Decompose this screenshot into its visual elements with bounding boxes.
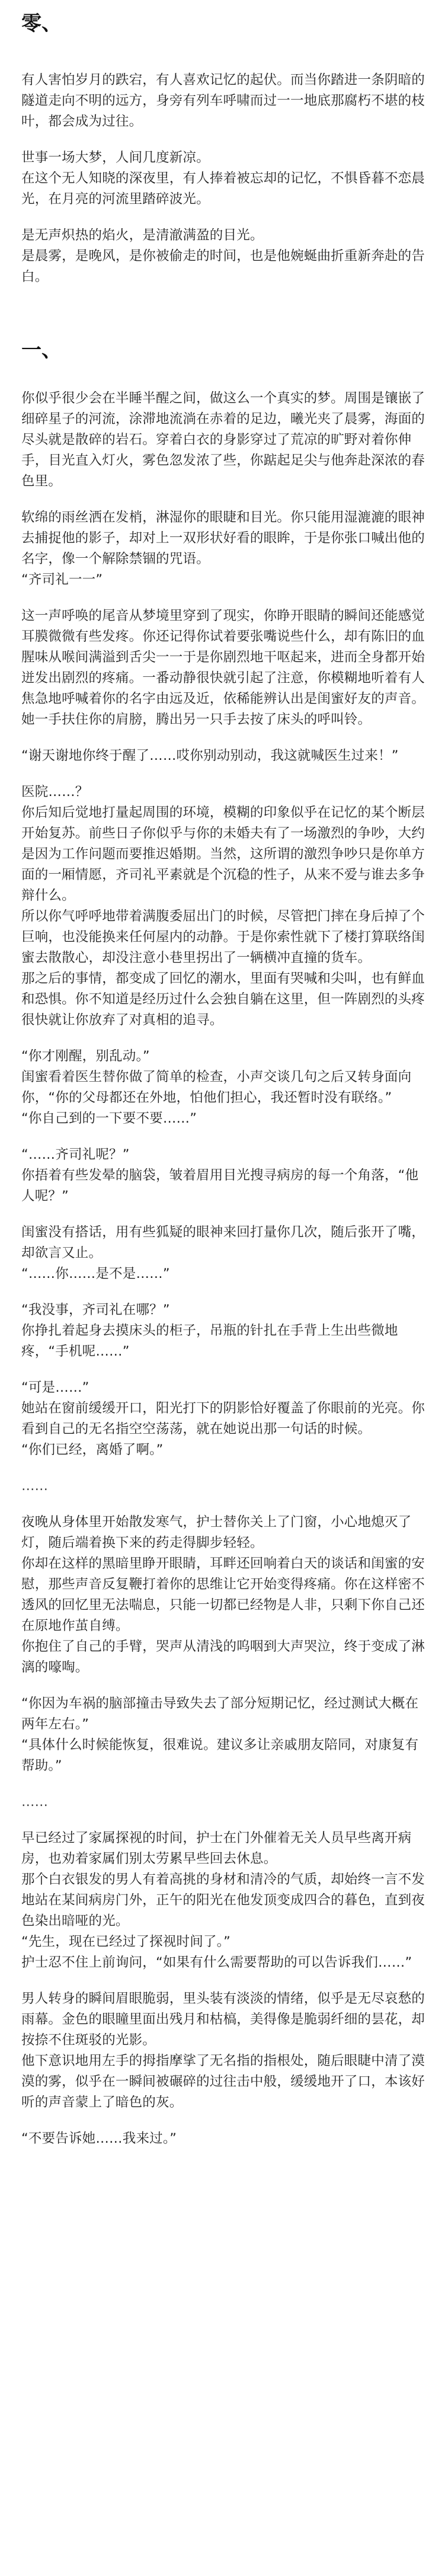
chapter-one-paragraph: “你因为车祸的脑部撞击导致失去了部分短期记忆，经过测试大概在两年左右。” “具体什么时候能恢复，很难说。建议多让亲戚朋友陪同，对康复有帮助。”: [21, 1695, 419, 1773]
chapter-one-paragraph: 软绵的雨丝洒在发梢，淋湿你的眼睫和目光。你只能用湿漉漉的眼神去捕捉他的影子，却对上一双形状好看的眼眸，于是你张口喊出他的名字，像一个解除禁锢的咒语。 “齐司礼一一”: [21, 509, 425, 587]
chapter-zero-paragraph: 有人害怕岁月的跌宕，有人喜欢记忆的起伏。而当你踏进一条阴暗的隧道走向不明的远方，身旁有列车呼啸而过一一地底那腐朽不堪的枝叶，都会成为过往。: [21, 72, 425, 129]
scene-break-ellipsis: ……: [21, 1478, 48, 1494]
chapter-one-paragraph: 男人转身的瞬间眉眼脆弱，里头装有淡淡的情绪，似乎是无尽哀愁的雨幕。金色的眼瞳里面出残月和枯槁，美得像是脆弱纤细的昙花，却按捺不住斑驳的光影。 他下意识地用左手的拇指摩挲了无名指的指根处，随后眼睫中清了漠漠的雾，似乎在一瞬间被碾碎的过往击中般，缓缓地开了口，本该好听的声音蒙上了暗色的灰。: [21, 1990, 425, 2110]
article-page: [0, 11, 448, 2576]
chapter-one-paragraph: 闺蜜没有搭话，用有些狐疑的眼神来回打量你几次，随后张开了嘴，却欲言又止。 “……你……是不是……”: [21, 1224, 425, 1281]
chapter-one-paragraph: 你似乎很少会在半睡半醒之间，做这么一个真实的梦。周围是镶嵌了细碎星子的河流，涂滞地流淌在赤着的足边，曦光夹了晨雾，海面的尽头就是散碎的岩石。穿着白衣的身影穿过了荒凉的旷野对着你伸手，目光直入灯火，雾色忽发浓了些，你踮起足尖与他奔赴深浓的春色里。: [21, 390, 425, 489]
chapter-one-paragraph: “可是……” 她站在窗前缓缓开口，阳光打下的阴影恰好覆盖了你眼前的光亮。你看到自己的无名指空空荡荡，就在她说出那一句话的时候。 “你们已经，离婚了啊。”: [21, 1379, 425, 1458]
chapter-one-title: 一、: [21, 338, 62, 362]
chapter-one-paragraph: “我没事，齐司礼在哪？” 你挣扎着起身去摸床头的柜子，吊瓶的针扎在手背上生出些微地疼，“手机呢……”: [21, 1302, 398, 1359]
scene-break-ellipsis: ……: [21, 1794, 48, 1810]
chapter-zero-title: 零、: [21, 12, 62, 36]
chapter-one-paragraph: 夜晚从身体里开始散发寒气，护士替你关上了门窗，小心地熄灭了灯，随后端着换下来的药走得脚步轻轻。 你却在这样的黑暗里睁开眼睛，耳畔还回响着白天的谈话和闺蜜的安慰，那些声音反复鞭打着你的思维让它开始变得疼痛。你在这样密不透风的回忆里无法喘息，只能一切都已经物是人非，只剩下你自己还在原地作茧自缚。 你抱住了自己的手臂，哭声从清浅的呜咽到大声哭泣，终于变成了淋漓的嚎啕。: [21, 1514, 425, 1675]
chapter-one-paragraph: “不要告诉她……我来过。”: [21, 2130, 177, 2146]
chapter-zero-paragraph: 世事一场大梦，人间几度新凉。 在这个无人知晓的深夜里，有人捧着被忘却的记忆，不惧昏暮不恋晨光，在月亮的河流里踏碎波光。: [21, 149, 425, 207]
chapter-one-paragraph: 这一声呼唤的尾音从梦境里穿到了现实，你睁开眼睛的瞬间还能感觉耳膜微微有些发疼。你还记得你试着要张嘴说些什么，却有陈旧的血腥味从喉间满溢到舌尖一一于是你剧烈地干呕起来，进而全身都开始迸发出剧烈的疼痛。一番动静很快就引起了注意，你模糊地听着有人焦急地呼喊着你的名字由远及近，依稀能辨认出是闺蜜好友的声音。她一手扶住你的肩膀，腾出另一只手去按了床头的呼叫铃。: [21, 608, 425, 727]
chapter-one-paragraph: 医院……？ 你后知后觉地打量起周围的环境，模糊的印象似乎在记忆的某个断层开始复苏。前些日子你似乎与你的未婚夫有了一场激烈的争吵，大约是因为工作问题而要推迟婚期。当然，这所谓的激烈争吵只是你单方面的一厢情愿，齐司礼平素就是个沉稳的性子，从来不爱与谁去多争辩什么。 所以你气呼呼地带着满腹委屈出门的时候，尽管把门摔在身后掉了个巨响，也没能换来任何屋内的动静。于是你索性就下了楼打算联络闺蜜去散散心，却没注意小巷里拐出了一辆横冲直撞的货车。 那之后的事情，都变成了回忆的潮水，里面有哭喊和尖叫，也有鲜血和恐惧。你不知道是经历过什么会独自躺在这里，但一阵剧烈的头疼很快就让你放弃了对真相的追寻。: [21, 784, 425, 1028]
chapter-one-paragraph: “你才刚醒，别乱动。” 闺蜜看着医生替你做了简单的检查，小声交谈几句之后又转身面向你，“你的父母都还在外地，怕他们担心，我还暂时没有联络。” “你自己到的一下要不要……”: [21, 1048, 412, 1126]
chapter-one-paragraph: 早已经过了家属探视的时间，护士在门外催着无关人员早些离开病房，也劝着家属们别太劳累早些回去休息。 那个白衣银发的男人有着高挑的身材和清冷的气质，却始终一言不发地站在某间病房门外，正午的阳光在他发顶变成四合的暮色，直到夜色染出暗哑的光。 “先生，现在已经过了探视时间了。” 护士忍不住上前询问，“如果有什么需要帮助的可以告诉我们……”: [21, 1830, 425, 1970]
chapter-one-paragraph: “……齐司礼呢？” 你捂着有些发晕的脑袋，皱着眉用目光搜寻病房的每一个角落，“他人呢？”: [21, 1146, 419, 1204]
chapter-zero-paragraph: 是无声炽热的焰火，是清澈满盈的目光。 是晨雾，是晚风，是你被偷走的时间，也是他婉蜒曲折重新奔赴的告白。: [21, 227, 425, 285]
chapter-one-paragraph: “谢天谢地你终于醒了……哎你别动别动，我这就喊医生过来！”: [21, 747, 399, 763]
